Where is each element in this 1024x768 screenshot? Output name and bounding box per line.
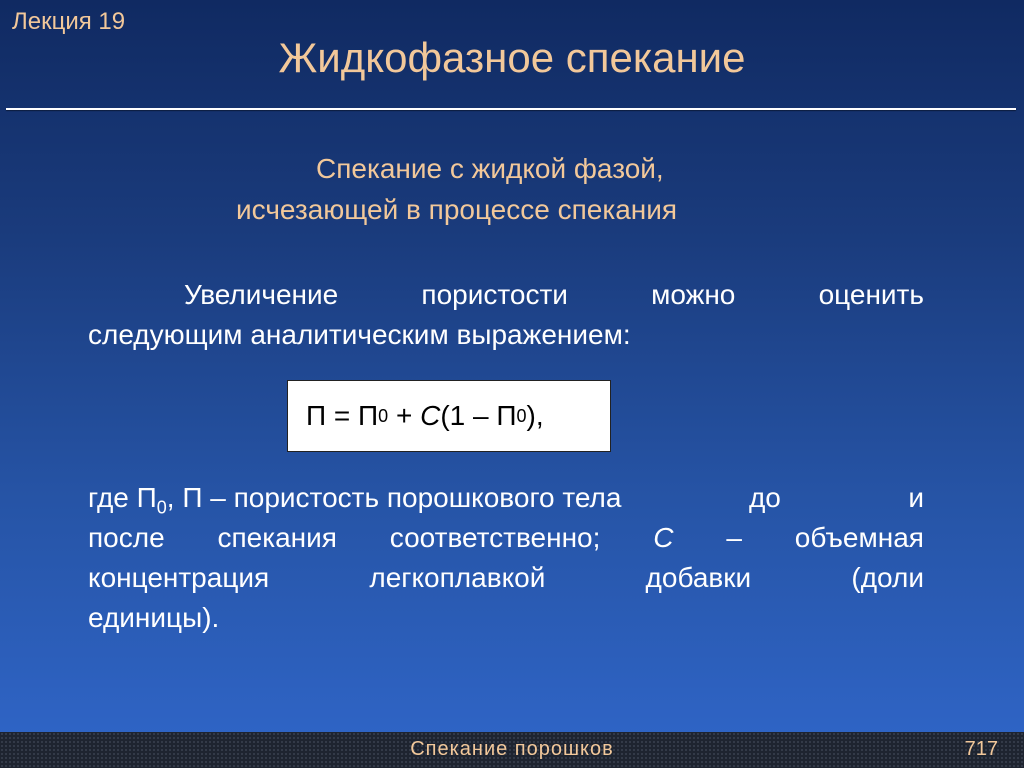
text-rest: , П – пористость порошкового тела bbox=[166, 482, 622, 513]
page-number: 717 bbox=[964, 738, 998, 760]
formula-symbol-c: C bbox=[420, 400, 441, 431]
formula-symbol-p0: П bbox=[496, 400, 517, 431]
formula-symbol-p0: П bbox=[358, 400, 379, 431]
word: спекания bbox=[217, 522, 337, 553]
text-lead: где П bbox=[88, 482, 157, 513]
formula-symbol-p: П bbox=[306, 400, 327, 431]
formula-equals: = bbox=[326, 400, 359, 431]
text-segment bbox=[88, 478, 621, 518]
word: соответственно; bbox=[389, 522, 601, 553]
slide-title: Жидкофазное спекание bbox=[278, 34, 746, 81]
formula-plus: + bbox=[388, 400, 421, 431]
footer-title: Спекание порошков bbox=[410, 738, 614, 760]
word: до bbox=[748, 482, 781, 513]
subtitle-line-2: исчезающей в процессе спекания bbox=[236, 194, 678, 225]
paragraph-line bbox=[88, 478, 924, 518]
formula-subscript: 0 bbox=[378, 405, 389, 426]
paragraph-porosity-intro bbox=[88, 275, 924, 355]
formula-subscript: 0 bbox=[516, 405, 527, 426]
title-divider bbox=[6, 108, 1016, 110]
formula-box bbox=[287, 380, 611, 452]
word: объемная bbox=[794, 522, 924, 553]
word: добавки bbox=[645, 562, 752, 593]
paragraph-line: следующим аналитическим выражением: bbox=[88, 319, 631, 350]
word: оценить bbox=[818, 279, 924, 310]
word: (доли bbox=[851, 562, 924, 593]
subscript: 0 bbox=[156, 497, 167, 518]
word: Увеличение bbox=[184, 279, 339, 310]
word: концентрация bbox=[88, 562, 270, 593]
word: можно bbox=[651, 279, 736, 310]
formula-close-paren: ), bbox=[526, 400, 544, 431]
word-symbol-c: C bbox=[653, 522, 674, 553]
lecture-label: Лекция 19 bbox=[12, 8, 126, 35]
word: пористости bbox=[421, 279, 568, 310]
paragraph-formula-explanation bbox=[88, 478, 924, 638]
subtitle-line-1: Спекание с жидкой фазой, bbox=[316, 153, 664, 184]
paragraph-line bbox=[88, 558, 924, 598]
footer-bar bbox=[0, 732, 1024, 768]
word: легкоплавкой bbox=[369, 562, 546, 593]
word: и bbox=[908, 482, 924, 513]
word: после bbox=[88, 522, 165, 553]
word: – bbox=[726, 522, 742, 553]
formula-open-paren: (1 – bbox=[440, 400, 497, 431]
paragraph-line bbox=[88, 518, 924, 558]
paragraph-line: единицы). bbox=[88, 602, 220, 633]
paragraph-line bbox=[88, 275, 924, 315]
